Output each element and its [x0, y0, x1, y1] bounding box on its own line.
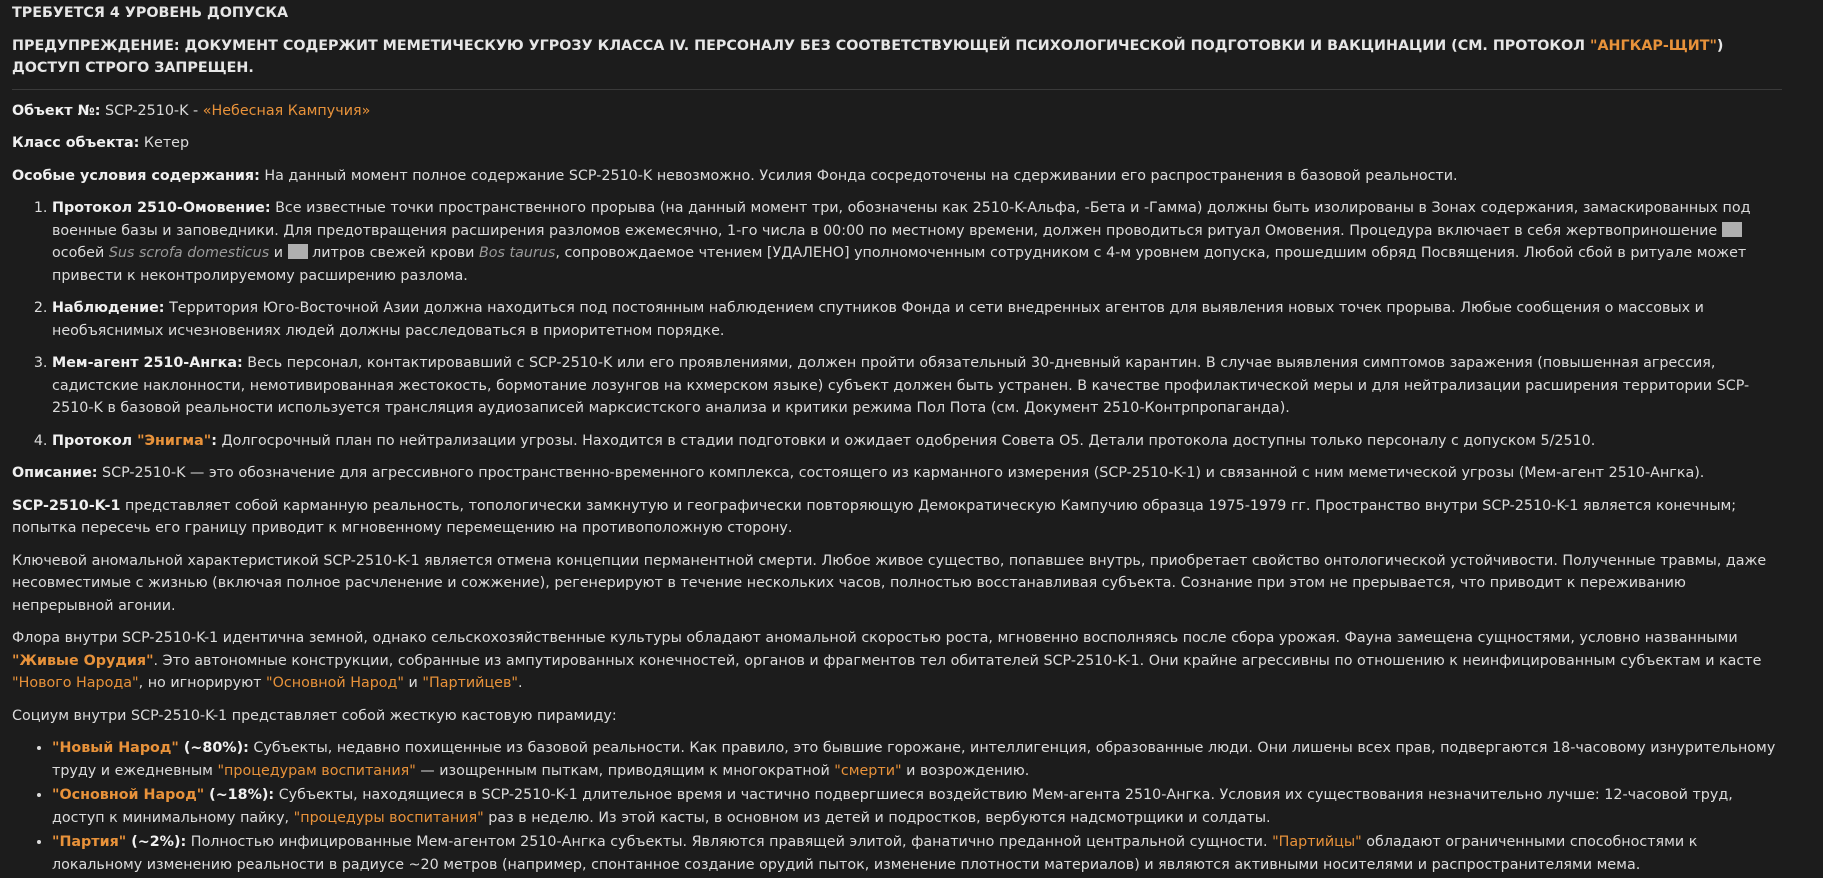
- protocol-link-enigma[interactable]: "Энигма": [137, 432, 212, 449]
- item-1-text-d: литров свежей крови: [307, 245, 479, 261]
- link-living-tools[interactable]: "Живые Орудия": [12, 652, 154, 669]
- p4-text-e: .: [517, 675, 523, 691]
- object-number-label: Объект №:: [12, 102, 101, 119]
- containment-item-1: [52, 197, 1782, 287]
- object-number-value: SCP-2510-K -: [100, 102, 203, 119]
- description-intro: [12, 462, 1782, 485]
- description-paragraph-5: Социум внутри SCP-2510-K-1 представляет собой жесткую кастовую пирамиду:: [12, 707, 617, 724]
- item-1-text-c: и: [269, 245, 288, 261]
- p4-text-d: и: [403, 675, 423, 691]
- item-1-text-e: , сопровождаемое чтением [УДАЛЕНО] уполномоченным сотрудником с 4-м уровнем допуска, прошедшим обряд Посвящения. Любой сбой в ритуале может привести к неконтролируемому расширению разлома.: [52, 245, 1747, 284]
- p4-text-c: , но игнорируют: [138, 675, 267, 691]
- redacted-block-2: [288, 244, 308, 259]
- description-text: SCP-2510-K — это обозначение для агрессивного пространственно-временного комплекса, состоящего из карманного измерения (SCP-2510-K-1) и связанной с ним меметической угрозы (Мем-агент 2510-Ангка).: [97, 465, 1705, 481]
- containment-list: [12, 197, 1782, 452]
- containment-intro: [12, 165, 1782, 188]
- containment-item-4: [52, 430, 1782, 453]
- object-number: [12, 100, 1782, 123]
- warning-banner: [12, 35, 1782, 90]
- description-label: Описание:: [12, 465, 98, 481]
- containment-item-2: [52, 297, 1782, 342]
- description-paragraph-2: [12, 495, 1782, 540]
- description-paragraph-2-text: представляет собой карманную реальность, топологически замкнутую и географически повторяющую Демократическую Кампучию образца 1975-1979 гг. Пространство внутри SCP-2510-K-1 является конечным; попытка пересечь его границу приводит к мгновенному перемещению на противоположную сторону.: [12, 497, 1737, 536]
- item-3-text: Весь персонал, контактировавший с SCP-2510-K или его проявлениями, должен пройти обязательный 30-дневный карантин. В случае выявления симптомов заражения (повышенная агрессия, садистские наклонности, немотивированная жестокость, бормотание лозунгов на кхмерском языке) субъект должен быть устранен. В качестве профилактической меры и для нейтрализации расширения территории SCP-2510-K в базовой реальности используется трансляция аудиозаписей марксистского анализа и критики режима Пол Пота (см. Документ 2510-Контрпропаганда).: [52, 355, 1750, 416]
- p4-text-b: . Это автономные конструкции, собранные из ампутированных конечностей, органов и фрагментов тел обитателей SCP-2510-K-1. Они крайне агрессивны по отношению к неинфицированным субъектам и касте: [153, 652, 1762, 669]
- description-paragraph-3: Ключевой аномальной характеристикой SCP-2510-K-1 является отмена концепции перманентной смерти. Любое живое существо, попавшее внутрь, приобретает свойство онтологической устойчивости. Полученные травмы, даже несовместимые с жизнью (включая полное расчленение и сожжение), регенерируют в течение нескольких часов, полностью восстанавливая субъекта. Сознание при этом не прерывается, что приводит к переживанию непрерывной агонии.: [12, 552, 1767, 614]
- caste-3-percent: (~2%):: [126, 834, 187, 850]
- caste-3-text-b: обладают ограниченными способностями к локальному изменению реальности в радиусе ~20 метров (например, спонтанное создание орудий пыток, изменение плотности материалов) и являются активными носителями и распространителями мема.: [52, 834, 1698, 873]
- caste-list: [12, 737, 1782, 876]
- caste-item-base-people: [52, 784, 1782, 829]
- caste-2-text-b: раз в неделю. Из этой касты, в основном из детей и подростков, вербуются надсмотрщики и солдаты.: [483, 809, 1271, 826]
- protocol-link-angkar[interactable]: "АНГКАР-ЩИТ": [1590, 37, 1717, 54]
- containment-label: Особые условия содержания:: [12, 167, 260, 184]
- item-1-text-b: особей: [52, 245, 109, 261]
- latin-bos-taurus: Bos taurus: [478, 245, 556, 261]
- caste-2-text-a: Субъекты, находящиеся в SCP-2510-K-1 длительное время и частично подвергшиеся воздействию Мем-агента 2510-Ангка. Условия их существования незначительно лучше: 12-часовой труд, доступ к минимальному пайку,: [52, 787, 1733, 826]
- k1-label: SCP-2510-K-1: [12, 497, 121, 514]
- caste-2-percent: (~18%):: [204, 787, 275, 803]
- object-class: [12, 132, 1782, 155]
- item-4-label: Протокол: [52, 432, 138, 449]
- caste-1-name[interactable]: "Новый Народ": [52, 740, 179, 756]
- item-3-label: Мем-агент 2510-Ангка:: [52, 355, 243, 371]
- link-upbringing-procedures[interactable]: "процедурам воспитания": [217, 762, 416, 779]
- caste-3-name[interactable]: "Партия": [52, 834, 127, 850]
- link-death[interactable]: "смерти": [834, 762, 902, 779]
- clearance-notice: ТРЕБУЕТСЯ 4 УРОВЕНЬ ДОПУСКА: [12, 5, 289, 21]
- object-name-link[interactable]: «Небесная Кампучия»: [202, 102, 371, 119]
- document-page: [12, 2, 1782, 878]
- item-2-label: Наблюдение:: [52, 300, 165, 316]
- link-new-people[interactable]: "Нового Народа": [12, 675, 139, 691]
- item-4-colon: :: [211, 432, 217, 449]
- redacted-block-1: [1722, 222, 1742, 237]
- item-4-text: Долгосрочный план по нейтрализации угрозы. Находится в стадии подготовки и ожидает одобрения Совета О5. Детали протокола доступны только персоналу с допуском 5/2510.: [216, 432, 1596, 449]
- warning-text-end: ) ДОСТУП СТРОГО ЗАПРЕЩЕН.: [12, 37, 1724, 76]
- p4-text-a: Флора внутри SCP-2510-K-1 идентична земной, однако сельскохозяйственные культуры обладают аномальной скоростью роста, мгновенно восполняясь после сбора урожая. Фауна замещена сущностями, условно названными: [12, 630, 1738, 646]
- containment-item-3: [52, 352, 1782, 420]
- caste-1-text-c: и возрождению.: [901, 762, 1030, 779]
- description-paragraph-4: [12, 627, 1782, 695]
- caste-item-new-people: [52, 737, 1782, 782]
- item-1-label: Протокол 2510-Омовение:: [52, 200, 271, 216]
- link-partiytsy[interactable]: "Партийцы": [1272, 834, 1362, 850]
- caste-3-text-a: Полностью инфицированные Мем-агентом 2510-Ангка субъекты. Являются правящей элитой, фанатично преданной центральной сущности.: [186, 834, 1273, 850]
- link-party-members[interactable]: "Партийцев": [422, 675, 518, 691]
- caste-1-text-b: — изощренным пыткам, приводящим к многократной: [415, 762, 835, 779]
- link-upbringing-procedures-2[interactable]: "процедуры воспитания": [293, 809, 484, 826]
- object-class-value: Кетер: [139, 135, 190, 151]
- warning-text: ПРЕДУПРЕЖДЕНИЕ: ДОКУМЕНТ СОДЕРЖИТ МЕМЕТИЧЕСКУЮ УГРОЗУ КЛАССА IV. ПЕРСОНАЛУ БЕЗ СООТВЕТСТВУЮЩЕЙ ПСИХОЛОГИЧЕСКОЙ ПОДГОТОВКИ И ВАКЦИНАЦИИ (СМ. ПРОТОКОЛ: [12, 37, 1591, 54]
- caste-item-party: [52, 831, 1782, 876]
- containment-intro-text: На данный момент полное содержание SCP-2510-K невозможно. Усилия Фонда сосредоточены на сдерживании его распространения в базовой реальности.: [259, 167, 1458, 184]
- object-class-label: Класс объекта:: [12, 135, 140, 151]
- caste-1-text-a: Субъекты, недавно похищенные из базовой реальности. Как правило, это бывшие горожане, интеллигенция, образованные люди. Они лишены всех прав, подвергаются 18-часовому изнурительному труду и ежедневным: [52, 740, 1776, 779]
- caste-1-percent: (~80%):: [178, 740, 249, 756]
- item-2-text: Территория Юго-Восточной Азии должна находиться под постоянным наблюдением спутников Фонда и сети внедренных агентов для выявления новых точек прорыва. Любые сообщения о массовых и необъяснимых исчезновениях людей должны расследоваться в приоритетном порядке.: [52, 300, 1704, 339]
- item-1-text-a: Все известные точки пространственного прорыва (на данный момент три, обозначены как 2510-K-Альфа, -Бета и -Гамма) должны быть изолированы в Зонах содержания, замаскированных под военные базы и заповедники. Для предотвращения расширения разломов ежемесячно, 1-го числа в 00:00 по местному времени, должен проводиться ритуал Омовения. Процедура включает в себя жертвоприношение: [52, 200, 1751, 239]
- caste-2-name[interactable]: "Основной Народ": [52, 787, 205, 803]
- link-base-people[interactable]: "Основной Народ": [266, 675, 404, 691]
- latin-sus-scrofa: Sus scrofa domesticus: [108, 245, 270, 261]
